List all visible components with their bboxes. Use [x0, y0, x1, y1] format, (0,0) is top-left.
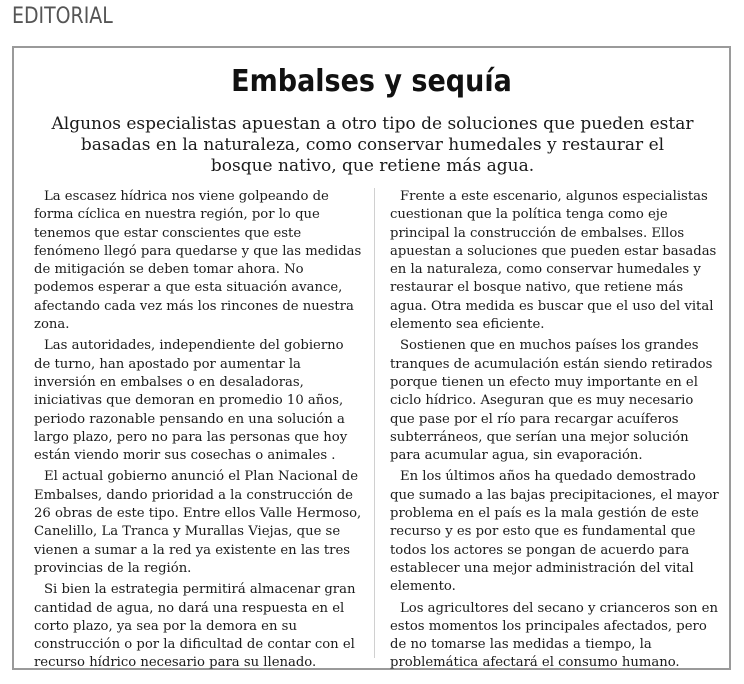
article-deck: Algunos especialistas apuestan a otro tipo de soluciones que pueden estar basadas en la naturaleza, como conservar humedales y restaurar el bosque nativo, que retiene más agua.: [51, 114, 694, 176]
right-column: [390, 188, 720, 676]
left-column: [34, 188, 364, 676]
paragraph: Los agricultores del secano y crianceros son en estos momentos los principales afectados, pero de no tomarse las medidas a tiempo, la problemática afectará el consumo humano.: [390, 600, 718, 671]
column-divider: [374, 188, 375, 658]
paragraph: Sostienen que en muchos países los grandes tranques de acumulación están siendo retirados porque tienen un efecto muy importante en el ciclo hídrico. Aseguran que es muy necesario que pase por el río para recargar acuíferos subterráneos, que serían una mejor solución para acumular agua, sin evaporación.: [390, 338, 713, 464]
paragraph: El actual gobierno anunció el Plan Nacional de Embalses, dando prioridad a la construcción de 26 obras de este tipo. Entre ellos Valle Hermoso, Canelillo, La Tranca y Murallas Viejas, que se vienen a sumar a la red ya existente en las tres provincias de la región.: [34, 469, 362, 576]
paragraph: La escasez hídrica nos viene golpeando de forma cíclica en nuestra región, por lo que tenemos que estar conscientes que este fenómeno llegó para quedarse y que las medidas de mitigación se deben tomar ahora. No podemos esperar a que esta situación avance, afectando cada vez más los rincones de nuestra zona.: [34, 189, 362, 333]
editorial-box: [12, 46, 731, 670]
paragraph: Frente a este escenario, algunos especialistas cuestionan que la política tenga como eje principal la construcción de embalses. Ellos apuestan a soluciones que pueden estar basadas en la naturaleza, como conservar humedales y restaurar el bosque nativo, que retiene más agua. Otra medida es buscar que el uso del vital elemento sea eficiente.: [390, 189, 717, 333]
paragraph: Si bien la estrategia permitirá almacenar gran cantidad de agua, no dará una respuesta en el corto plazo, ya sea por la demora en su construcción o por la dificultad de contar con el recurso hídrico necesario para su llenado.: [34, 582, 356, 671]
article-headline: Embalses y sequía: [231, 64, 512, 99]
section-label: EDITORIAL: [12, 4, 113, 29]
paragraph: Las autoridades, independiente del gobierno de turno, han apostado por aumentar la inversión en embalses o en desaladoras, iniciativas que demoran en promedio 10 años, periodo razonable pensando en una solución a largo plazo, pero no para las personas que hoy están viendo morir sus cosechas o animales .: [34, 338, 348, 464]
paragraph: En los últimos años ha quedado demostrado que sumado a las bajas precipitaciones, el mayor problema en el país es la mala gestión de este recurso y es por esto que es fundamental que todos los actores se pongan de acuerdo para establecer una mejor administración del vital elemento.: [390, 469, 719, 595]
